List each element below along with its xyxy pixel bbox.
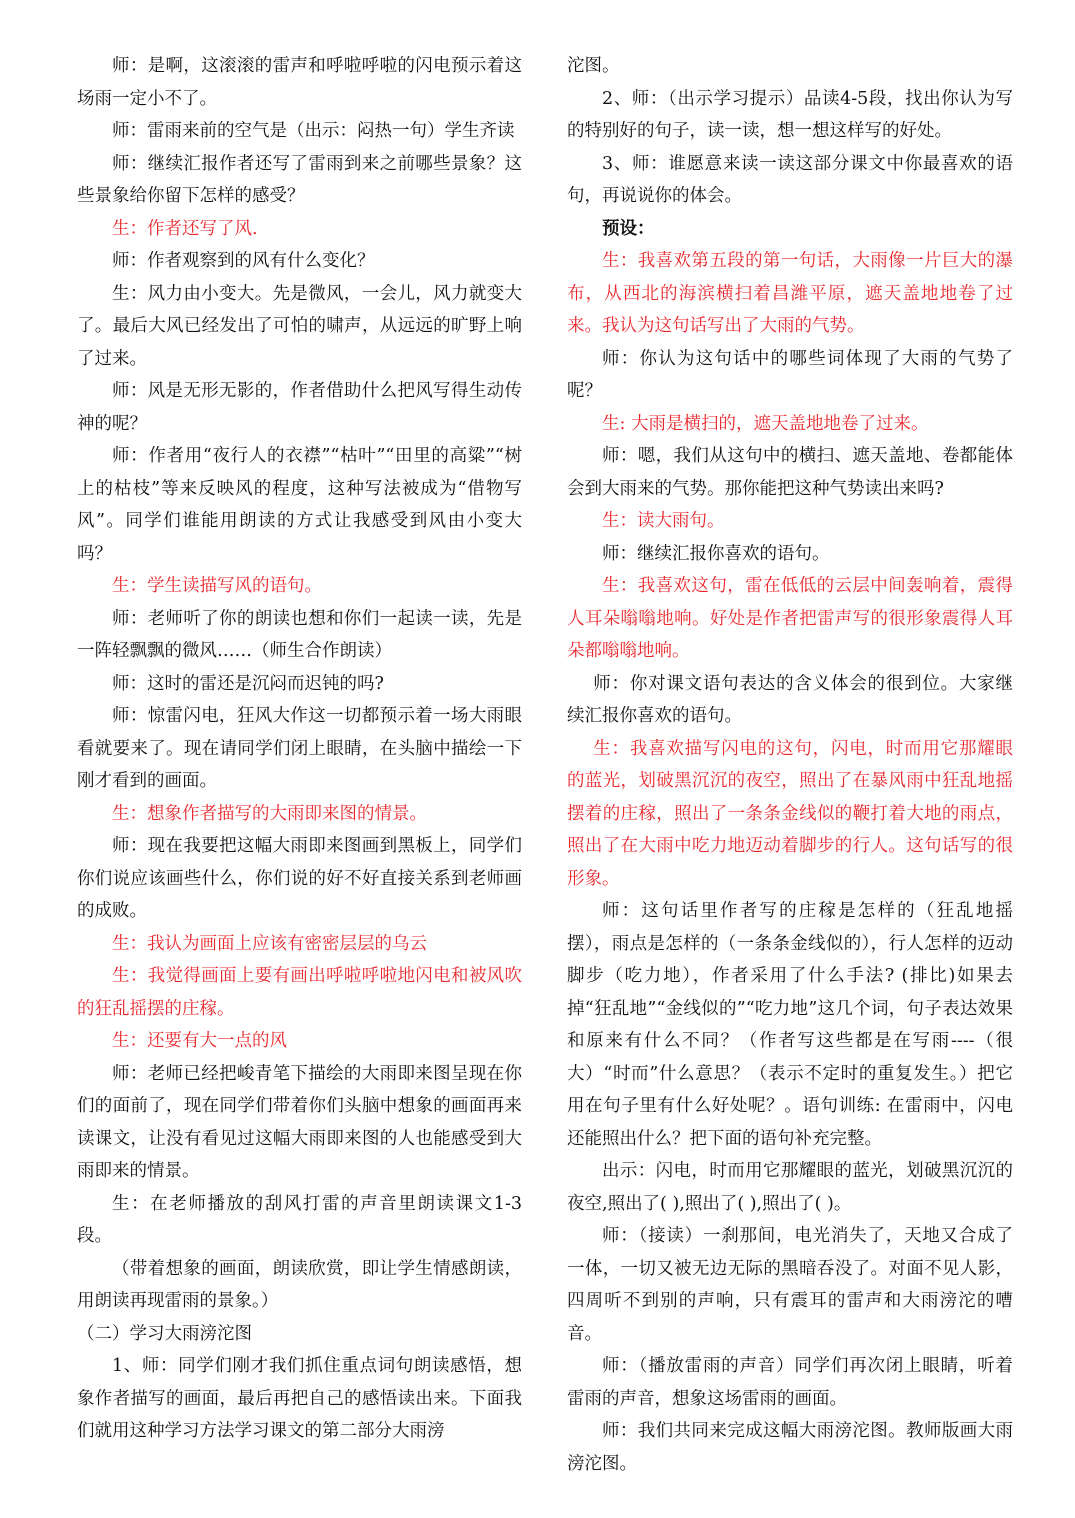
- paragraph: 师：你对课文语句表达的含义体会的很到位。大家继续汇报你喜欢的语句。: [567, 673, 1013, 726]
- paragraph: 生：风力由小变大。先是微风，一会儿，风力就变大了。最后大风已经发出了可怕的啸声，从远远的旷野上响了过来。: [77, 283, 522, 369]
- student-line: 生：我喜欢这句，雷在低低的云层中间轰响着，震得人耳朵嗡嗡地响。好处是作者把雷声写的很形象震得人耳朵都嗡嗡地响。: [567, 576, 1013, 661]
- paragraph: （带着想象的画面，朗读欣赏，即让学生情感朗读，用朗读再现雷雨的景象。）: [77, 1258, 522, 1311]
- paragraph: 生：在老师播放的刮风打雷的声音里朗读课文1-3段。: [77, 1193, 522, 1246]
- student-line: 生：我觉得画面上要有画出呼啦呼啦地闪电和被风吹的狂乱摇摆的庄稼。: [77, 966, 522, 1019]
- paragraph: 出示：闪电，时而用它那耀眼的蓝光，划破黑沉沉的夜空,照出了( ),照出了( ),照出了( )。: [567, 1161, 1013, 1214]
- paragraph: 师：老师已经把峻青笔下描绘的大雨即来图呈现在你们的面前了，现在同学们带着你们头脑中想象的画面再来读课文，让没有看见过这幅大雨即来图的人也能感受到大雨即来的情景。: [77, 1063, 522, 1181]
- student-line: 生：想象作者描写的大雨即来图的情景。: [112, 803, 427, 824]
- paragraph: 师：是啊，这滚滚的雷声和呼啦呼啦的闪电预示着这场雨一定小不了。: [77, 56, 522, 109]
- paragraph: 师：继续汇报作者还写了雷雨到来之前哪些景象？这些景象给你留下怎样的感受？: [77, 153, 522, 206]
- paragraph: 师：作者用“夜行人的衣襟”“枯叶”“田里的高粱”“树上的枯枝”等来反映风的程度，这种写法被成为“借物写风”。同学们谁能用朗读的方式让我感受到风由小变大吗？: [77, 446, 522, 564]
- paragraph: 师：我们共同来完成这幅大雨滂沱图。教师版画大雨滂沱图。: [567, 1421, 1013, 1474]
- paragraph: 师：老师听了你的朗读也想和你们一起读一读，先是一阵轻飘飘的微风……（师生合作朗读）: [77, 608, 522, 661]
- paragraph: 沱图。: [567, 56, 620, 76]
- paragraph: 师：嗯，我们从这句中的横扫、遮天盖地、卷都能体会到大雨来的气势。那你能把这种气势读出来吗?: [567, 446, 1013, 499]
- student-line: 生: 大雨是横扫的，遮天盖地地卷了过来。: [602, 413, 929, 434]
- student-line: 生：我喜欢第五段的第一句话，大雨像一片巨大的瀑布，从西北的海滨横扫着昌潍平原，遮天盖地地卷了过来。我认为这句话写出了大雨的气势。: [567, 251, 1013, 336]
- paragraph: 师：（接读）一刹那间，电光消失了，天地又合成了一体，一切又被无边无际的黑暗吞没了。对面不见人影，四周听不到别的声响，只有震耳的雷声和大雨滂沱的嘈音。: [567, 1226, 1013, 1344]
- student-line: 生：作者还写了风.: [112, 218, 258, 239]
- student-line: 生：读大雨句。: [602, 511, 725, 531]
- paragraph: 师：风是无形无影的，作者借助什么把风写得生动传神的呢？: [77, 381, 522, 434]
- student-line: 生：我认为画面上应该有密密层层的乌云: [112, 933, 427, 954]
- right-column: [567, 50, 1013, 1480]
- paragraph: 2、师：（出示学习提示）品读4-5段，找出你认为写的特别好的句子，读一读，想一想这样写的好处。: [567, 88, 1013, 141]
- paragraph: 师：作者观察到的风有什么变化？: [112, 251, 375, 271]
- paragraph: 师：现在我要把这幅大雨即来图画到黑板上，同学们你们说应该画些什么，你们说的好不好直接关系到老师画的成败。: [77, 836, 522, 921]
- paragraph: 师：你认为这句话中的哪些词体现了大雨的气势了呢？: [567, 348, 1013, 401]
- paragraph: 师：（播放雷雨的声音）同学们再次闭上眼睛，听着雷雨的声音，想象这场雷雨的画面。: [567, 1356, 1013, 1409]
- paragraph: 1、师：同学们刚才我们抓住重点词句朗读感悟，想象作者描写的画面，最后再把自己的感悟读出来。下面我们就用这种学习方法学习课文的第二部分大雨滂: [77, 1356, 522, 1441]
- student-line: 生：还要有大一点的风: [112, 1031, 287, 1051]
- paragraph: 师：这句话里作者写的庄稼是怎样的（狂乱地摇摆），雨点是怎样的（一条条金线似的），行人怎样的迈动脚步（吃力地），作者采用了什么手法? (排比)如果去掉“狂乱地”“金线似的”“吃力地”这几个词，句子表达效果和原来有什么不同？（作者写这些都是在写雨----（很大）“时而”什么意思？（表示不定时的重复发生。）把它用在句子里有什么好处呢？。语句训练: 在雷雨中，闪电还能照出什么？把下面的语句补充完整。: [567, 901, 1013, 1149]
- student-line: 生：学生读描写风的语句。: [112, 576, 322, 596]
- paragraph: 师：继续汇报你喜欢的语句。: [602, 543, 830, 564]
- student-line: 生：我喜欢描写闪电的这句，闪电，时而用它那耀眼的蓝光，划破黑沉沉的夜空，照出了在暴风雨中狂乱地摇摆着的庄稼，照出了一条条金线似的鞭打着大地的雨点，照出了在大雨中吃力地迈动着脚步的行人。这句话写的很形象。: [567, 738, 1013, 889]
- paragraph: 师：雷雨来前的空气是（出示：闷热一句）学生齐读: [112, 121, 515, 141]
- section-heading: （二）学习大雨滂沱图: [77, 1323, 252, 1344]
- left-column: [77, 50, 522, 1448]
- paragraph: 预设：: [602, 218, 655, 239]
- paragraph: 师：惊雷闪电，狂风大作这一切都预示着一场大雨眼看就要来了。现在请同学们闭上眼睛，在头脑中描绘一下刚才看到的画面。: [77, 706, 522, 791]
- paragraph: 师：这时的雷还是沉闷而迟钝的吗?: [112, 673, 384, 694]
- paragraph: 3、师：谁愿意来读一读这部分课文中你最喜欢的语句，再说说你的体会。: [567, 153, 1013, 206]
